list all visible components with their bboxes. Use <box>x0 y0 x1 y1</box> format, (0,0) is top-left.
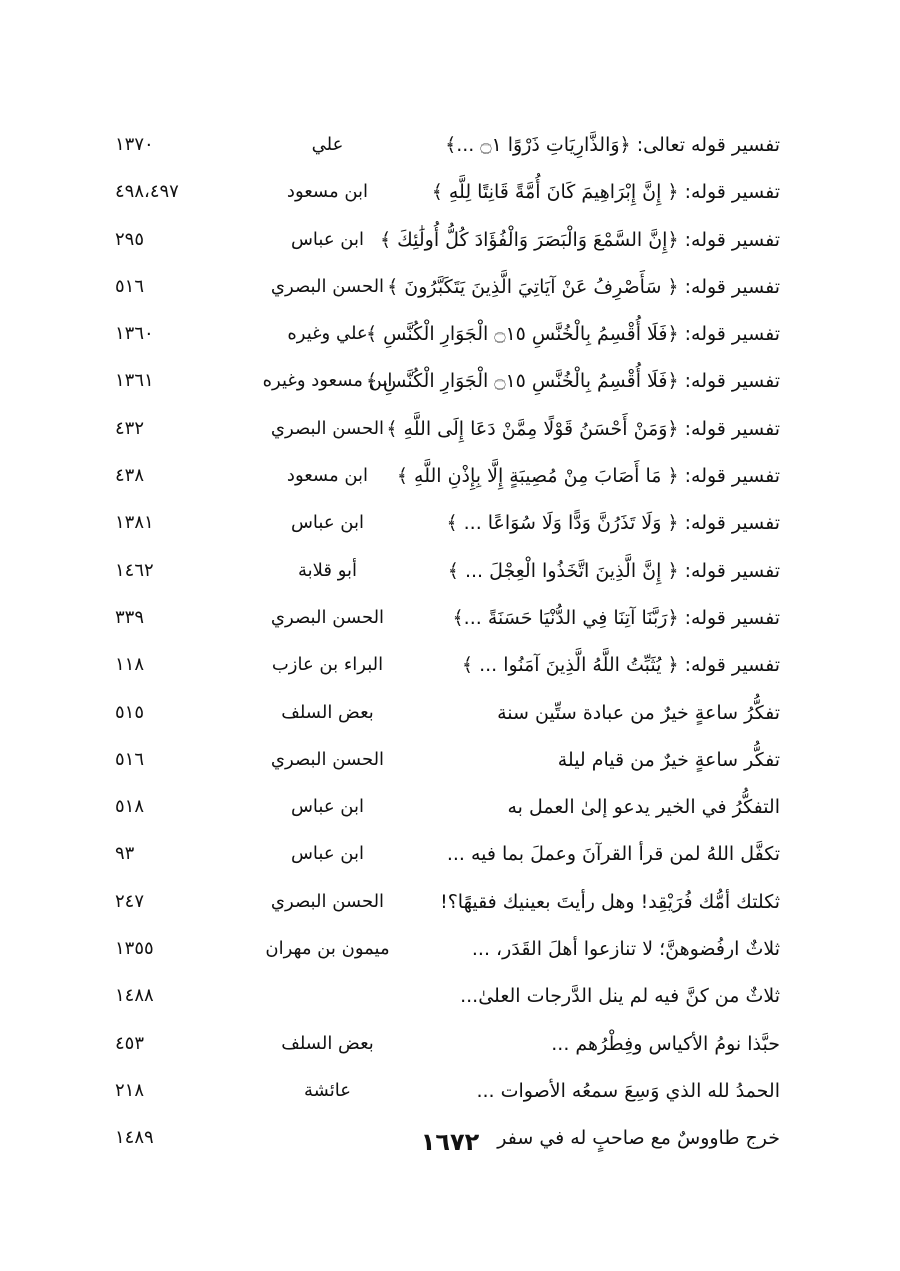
entry-text: تفسير قوله: ﴿ إِنَّ إِبْرَاهِيمَ كَانَ أُمَّةً قَانِتًا لِلَّهِ ﴾ <box>431 181 780 204</box>
table-row <box>115 455 780 502</box>
entry-text: تفسير قوله: ﴿ مَا أَصَابَ مِنْ مُصِيبَةٍ إِلَّا بِإِذْنِ اللَّهِ ﴾ <box>396 465 780 488</box>
entry-text: التفكُّرُ في الخير يدعو إلىٰ العمل به <box>507 796 780 819</box>
entry-attribution: الحسن البصري <box>270 275 385 297</box>
table-row <box>115 597 780 644</box>
entry-attribution: الحسن البصري <box>270 606 385 628</box>
entry-page-reference: ٢١٨ <box>115 1079 145 1101</box>
table-row <box>115 928 780 975</box>
table-row <box>115 786 780 833</box>
entry-text: تفكُّر ساعةٍ خيرٌ من قيام ليلة <box>557 748 780 771</box>
index-table <box>115 124 780 1165</box>
entry-text: حبَّذا نومُ الأكياس وفِطْرُهم ... <box>551 1032 780 1055</box>
entry-page-reference: ١٣٥٥ <box>115 938 154 960</box>
entry-attribution: أبو قلابة <box>297 559 358 581</box>
table-row <box>115 408 780 455</box>
entry-attribution: ابن مسعود <box>286 465 369 487</box>
table-row <box>115 550 780 597</box>
entry-page-reference: ٩٣ <box>115 843 135 865</box>
entry-text: تفسير قوله: ﴿إِنَّ السَّمْعَ وَالْبَصَرَ وَالْفُؤَادَ كُلُّ أُولَٰئِكَ ﴾ <box>379 228 780 251</box>
entry-text: ثلاثٌ من كنَّ فيه لم ينل الدَّرجات العلىٰ... <box>460 985 780 1008</box>
entry-page-reference: ٤٩٨،٤٩٧ <box>115 181 179 203</box>
entry-text: تفسير قوله تعالى: ﴿وَالذَّارِيَاتِ ذَرْوًا ۝١ ...﴾ <box>445 134 780 156</box>
entry-text: تفكُّرُ ساعةٍ خيرٌ من عبادة ستِّين سنة <box>497 701 780 724</box>
entry-text: تفسير قوله: ﴿ سَأَصْرِفُ عَنْ آيَاتِيَ الَّذِينَ يَتَكَبَّرُونَ ﴾ <box>387 275 780 298</box>
entry-page-reference: ٥١٨ <box>115 796 145 818</box>
entry-page-reference: ٤٣٢ <box>115 417 145 439</box>
page-number: ١٦٧٢ <box>420 1128 480 1156</box>
table-row <box>115 739 780 786</box>
table-row <box>115 266 780 313</box>
table-row <box>115 644 780 691</box>
table-row <box>115 360 780 407</box>
entry-text: تفسير قوله: ﴿فَلَا أُقْسِمُ بِالْخُنَّسِ ۝١٥ الْجَوَارِ الْكُنَّسِ ﴾ <box>365 323 780 346</box>
entry-attribution: الحسن البصري <box>270 748 385 770</box>
entry-page-reference: ١٣٦١ <box>115 370 154 392</box>
table-row <box>115 313 780 360</box>
entry-attribution: بعض السلف <box>281 701 374 723</box>
entry-attribution: علي وغيره <box>287 323 368 345</box>
entry-text: تفسير قوله: ﴿ يُثَبِّتُ اللَّهُ الَّذِينَ آمَنُوا ... ﴾ <box>461 654 780 677</box>
entry-page-reference: ١١٨ <box>115 654 145 676</box>
entry-page-reference: ٢٩٥ <box>115 228 145 250</box>
entry-page-reference: ١٣٨١ <box>115 512 154 534</box>
entry-page-reference: ١٣٧٠ <box>115 134 154 155</box>
entry-page-reference: ٣٣٩ <box>115 606 145 628</box>
table-row <box>115 502 780 549</box>
entry-attribution: ابن عباس <box>290 843 365 865</box>
entry-text: تفسير قوله: ﴿ إِنَّ الَّذِينَ اتَّخَذُوا الْعِجْلَ ... ﴾ <box>447 559 780 582</box>
entry-text: ثكلتك أمُّك فُرَيْقِد! وهل رأيتَ بعينيك فقيهًا؟! <box>440 890 780 913</box>
entry-page-reference: ٤٣٨ <box>115 465 145 487</box>
entry-text: خرج طاووسٌ مع صاحبٍ له في سفر <box>497 1127 780 1150</box>
table-row <box>115 692 780 739</box>
entry-text: تكفَّل اللهُ لمن قرأ القرآنَ وعملَ بما فيه ... <box>446 843 780 866</box>
table-row <box>115 881 780 928</box>
entry-attribution: عائشة <box>304 1079 351 1101</box>
entry-text: تفسير قوله: ﴿فَلَا أُقْسِمُ بِالْخُنَّسِ ۝١٥ الْجَوَارِ الْكُنَّسِ ﴾ <box>365 370 780 393</box>
entry-attribution: ابن عباس <box>290 796 365 818</box>
entry-page-reference: ٥١٦ <box>115 748 145 770</box>
entry-attribution: ابن مسعود <box>286 181 369 203</box>
table-row <box>115 833 780 880</box>
entry-attribution: ابن مسعود وغيره <box>262 370 393 392</box>
entry-page-reference: ٤٥٣ <box>115 1032 145 1054</box>
table-row <box>115 1023 780 1070</box>
entry-page-reference: ١٤٦٢ <box>115 559 154 581</box>
entry-text: تفسير قوله: ﴿رَبَّنَا آتِنَا فِي الدُّنْيَا حَسَنَةً ...﴾ <box>452 606 780 629</box>
entry-page-reference: ١٤٨٩ <box>115 1127 154 1149</box>
table-row <box>115 975 780 1022</box>
entry-page-reference: ٢٤٧ <box>115 890 145 912</box>
entry-text: الحمدُ لله الذي وَسِعَ سمعُه الأصوات ... <box>476 1079 780 1102</box>
entry-text: تفسير قوله: ﴿ وَلَا تَذَرُنَّ وَدًّا وَلَا سُوَاعًا ... ﴾ <box>446 512 780 535</box>
entry-attribution: علي <box>311 134 344 155</box>
entry-page-reference: ١٣٦٠ <box>115 323 154 345</box>
entry-attribution: الحسن البصري <box>270 417 385 439</box>
entry-attribution: ابن عباس <box>290 228 365 250</box>
entry-text: ثلاثٌ ارفُضوهنَّ؛ لا تنازعوا أهلَ القَدَر، ... <box>471 938 780 961</box>
table-row <box>115 124 780 171</box>
entry-page-reference: ٥١٦ <box>115 275 145 297</box>
entry-attribution: ابن عباس <box>290 512 365 534</box>
entry-attribution: البراء بن عازب <box>271 654 384 676</box>
entry-text: تفسير قوله: ﴿وَمَنْ أَحْسَنُ قَوْلًا مِمَّنْ دَعَا إِلَى اللَّهِ ﴾ <box>386 417 780 440</box>
table-row <box>115 219 780 266</box>
table-row <box>115 171 780 218</box>
entry-attribution: ميمون بن مهران <box>265 938 390 960</box>
entry-page-reference: ٥١٥ <box>115 701 145 723</box>
entry-attribution: بعض السلف <box>281 1032 374 1054</box>
entry-attribution: الحسن البصري <box>270 890 385 912</box>
table-row <box>115 1070 780 1117</box>
entry-page-reference: ١٤٨٨ <box>115 985 154 1007</box>
